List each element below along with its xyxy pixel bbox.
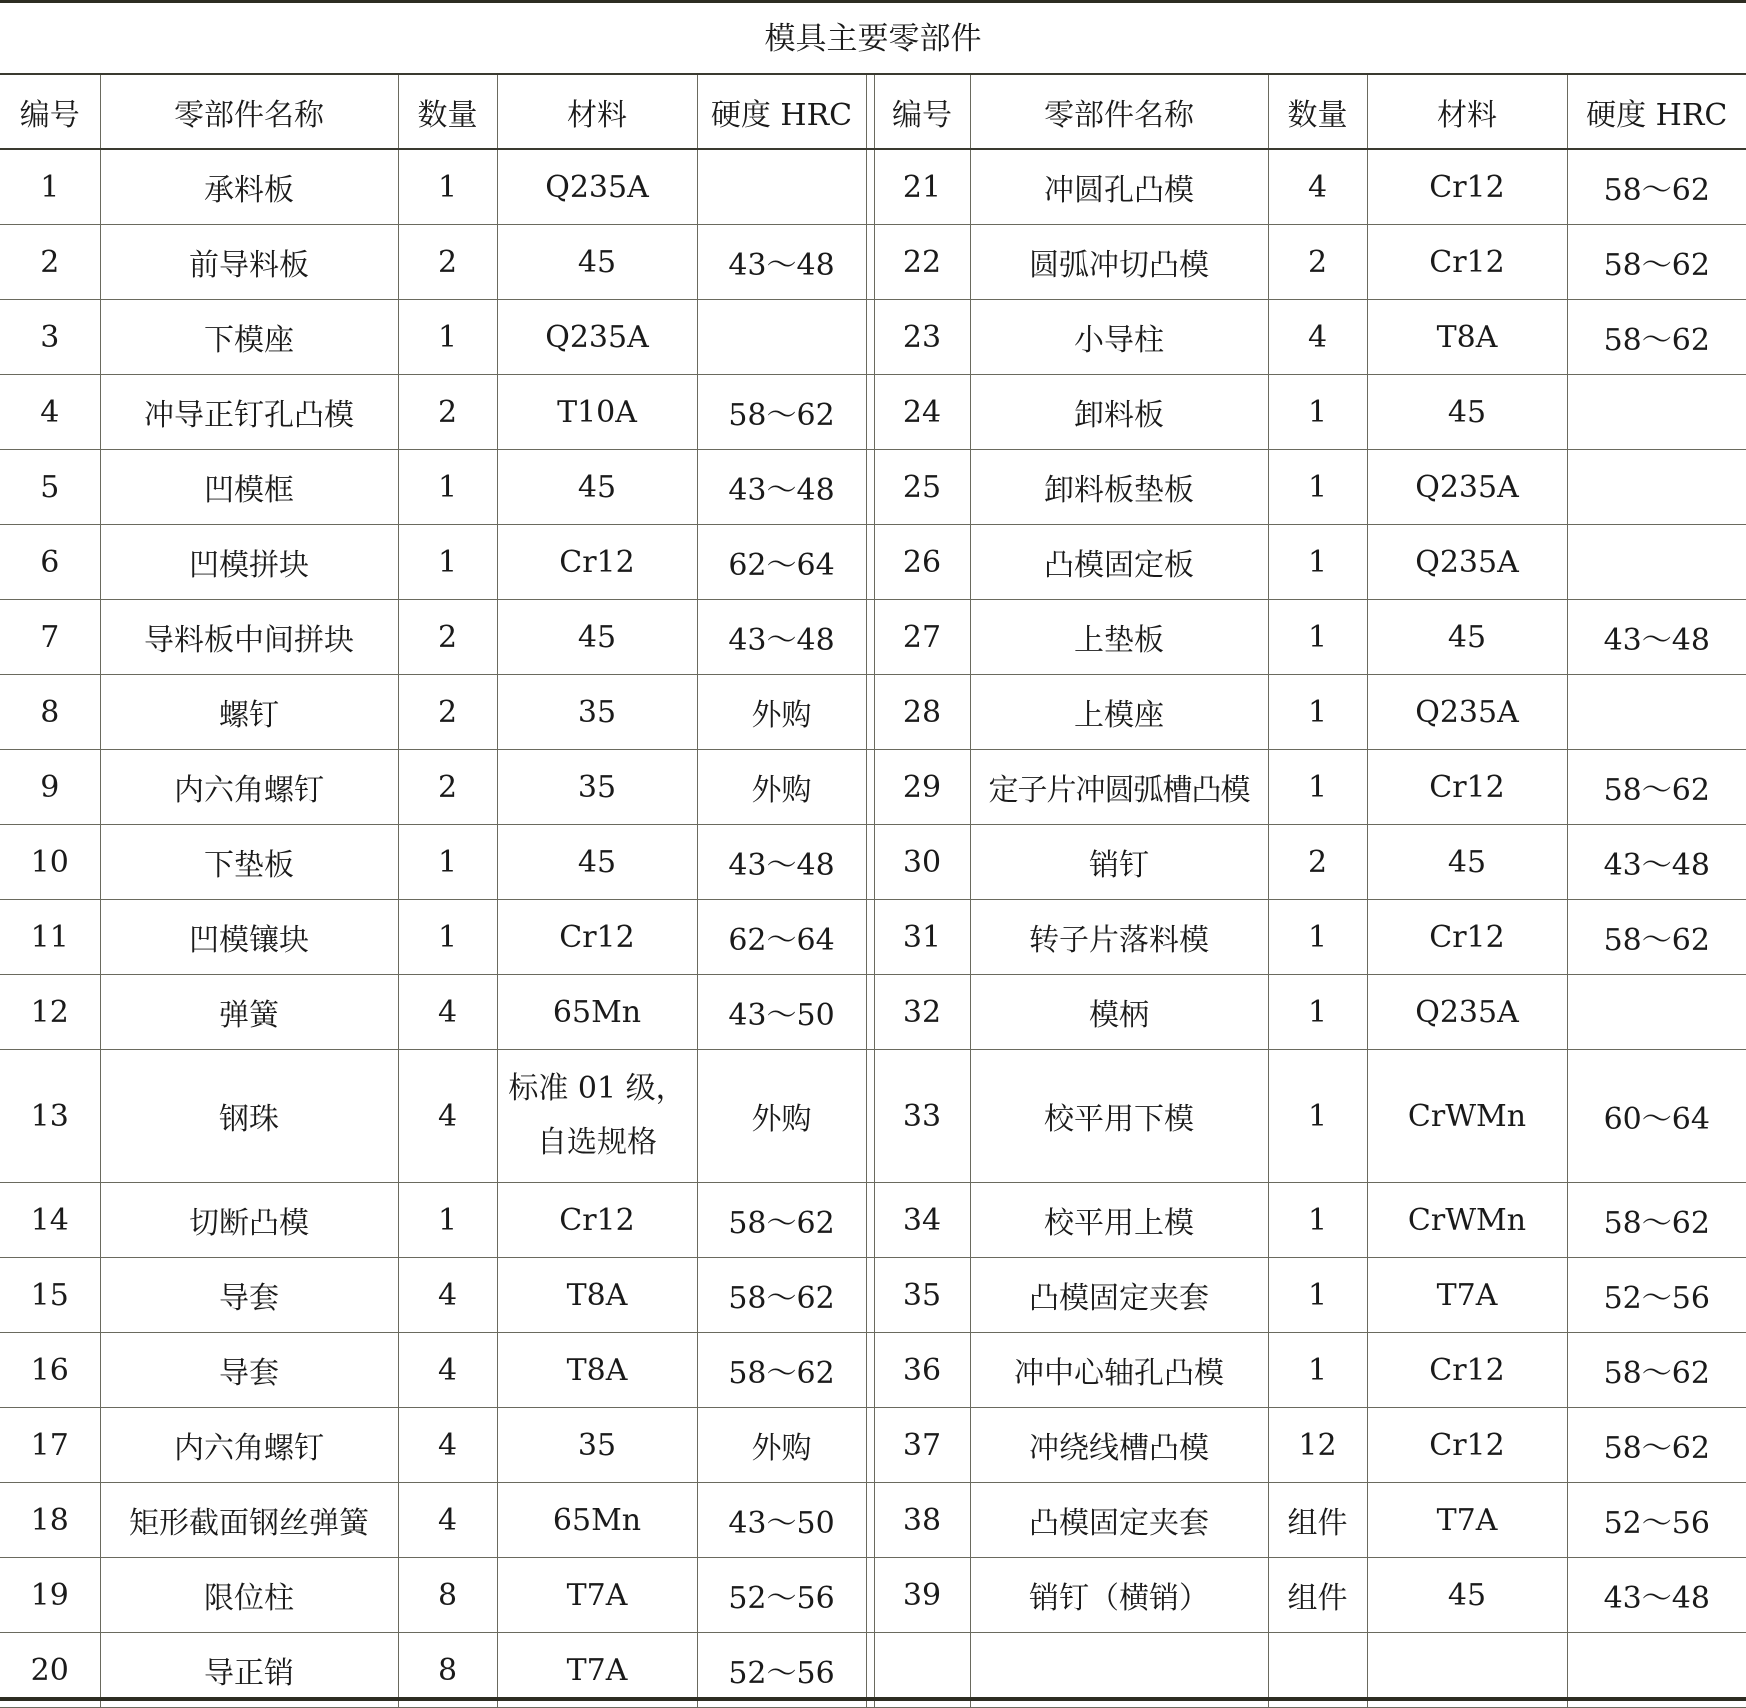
cell-material: Cr12 <box>1367 1408 1567 1483</box>
column-separator <box>866 1333 874 1408</box>
cell-material: 65Mn <box>497 1483 697 1558</box>
cell-no: 2 <box>0 225 100 300</box>
table-row <box>0 1558 1746 1633</box>
column-separator <box>866 600 874 675</box>
header-hardness: 硬度 HRC <box>697 75 866 149</box>
cell-name: 矩形截面钢丝弹簧 <box>100 1483 398 1558</box>
cell-qty: 1 <box>398 525 497 600</box>
table-row <box>0 975 1746 1050</box>
cell-no: 38 <box>874 1483 970 1558</box>
cell-hardness <box>697 300 866 375</box>
cell-qty: 1 <box>398 1183 497 1258</box>
cell-name: 承料板 <box>100 149 398 225</box>
cell-material: 35 <box>497 675 697 750</box>
cell-name: 凹模框 <box>100 450 398 525</box>
cell-hardness: 58～62 <box>697 1333 866 1408</box>
cell-qty: 8 <box>398 1558 497 1633</box>
header-row <box>0 75 1746 149</box>
cell-name: 下垫板 <box>100 825 398 900</box>
column-separator <box>866 149 874 225</box>
cell-hardness: 58～62 <box>1567 1183 1746 1258</box>
cell-hardness: 43～48 <box>1567 825 1746 900</box>
cell-no: 7 <box>0 600 100 675</box>
cell-material: Q235A <box>1367 450 1567 525</box>
cell-hardness: 58～62 <box>697 375 866 450</box>
cell-qty: 组件 <box>1268 1483 1367 1558</box>
cell-no: 9 <box>0 750 100 825</box>
column-separator <box>866 1408 874 1483</box>
cell-material: 45 <box>1367 825 1567 900</box>
cell-name: 冲导正钉孔凸模 <box>100 375 398 450</box>
cell-qty: 4 <box>1268 300 1367 375</box>
cell-name: 前导料板 <box>100 225 398 300</box>
cell-hardness: 43～50 <box>697 975 866 1050</box>
cell-no: 15 <box>0 1258 100 1333</box>
column-separator <box>866 975 874 1050</box>
cell-no: 37 <box>874 1408 970 1483</box>
cell-name: 下模座 <box>100 300 398 375</box>
cell-qty: 4 <box>398 1333 497 1408</box>
column-separator <box>866 300 874 375</box>
cell-material: 35 <box>497 1408 697 1483</box>
cell-qty: 1 <box>1268 600 1367 675</box>
cell-qty: 4 <box>1268 149 1367 225</box>
cell-material: Cr12 <box>497 1183 697 1258</box>
cell-material: CrWMn <box>1367 1050 1567 1183</box>
cell-name: 凸模固定夹套 <box>970 1258 1268 1333</box>
cell-no: 6 <box>0 525 100 600</box>
cell-name: 卸料板垫板 <box>970 450 1268 525</box>
cell-qty: 1 <box>1268 675 1367 750</box>
cell-material: T7A <box>1367 1258 1567 1333</box>
cell-hardness <box>1567 375 1746 450</box>
cell-material: T8A <box>1367 300 1567 375</box>
column-separator <box>866 75 874 149</box>
table-row <box>0 825 1746 900</box>
column-separator <box>866 450 874 525</box>
table-row <box>0 750 1746 825</box>
cell-name: 螺钉 <box>100 675 398 750</box>
cell-material: 标准 01 级，自选规格 <box>497 1050 697 1183</box>
cell-no: 8 <box>0 675 100 750</box>
cell-name: 转子片落料模 <box>970 900 1268 975</box>
cell-no: 35 <box>874 1258 970 1333</box>
cell-no: 5 <box>0 450 100 525</box>
table-row <box>0 525 1746 600</box>
cell-hardness <box>1567 450 1746 525</box>
cell-material: T8A <box>497 1258 697 1333</box>
cell-name: 上垫板 <box>970 600 1268 675</box>
cell-hardness: 60～64 <box>1567 1050 1746 1183</box>
cell-no: 1 <box>0 149 100 225</box>
cell-qty: 4 <box>398 1408 497 1483</box>
cell-material: 65Mn <box>497 975 697 1050</box>
cell-no: 22 <box>874 225 970 300</box>
table-row <box>0 300 1746 375</box>
cell-qty: 2 <box>398 375 497 450</box>
cell-material: 45 <box>1367 600 1567 675</box>
cell-hardness: 43～48 <box>1567 600 1746 675</box>
cell-hardness: 58～62 <box>697 1258 866 1333</box>
cell-hardness: 43～48 <box>697 450 866 525</box>
cell-qty: 4 <box>398 1483 497 1558</box>
cell-no: 19 <box>0 1558 100 1633</box>
cell-qty: 1 <box>1268 900 1367 975</box>
table-row <box>0 450 1746 525</box>
cell-qty: 1 <box>1268 375 1367 450</box>
header-no: 编号 <box>874 75 970 149</box>
cell-hardness: 58～62 <box>1567 300 1746 375</box>
cell-hardness: 43～48 <box>1567 1558 1746 1633</box>
column-separator <box>866 900 874 975</box>
cell-material: Cr12 <box>1367 149 1567 225</box>
cell-hardness: 52～56 <box>1567 1258 1746 1333</box>
cell-hardness: 外购 <box>697 1408 866 1483</box>
cell-no: 25 <box>874 450 970 525</box>
table-row <box>0 1333 1746 1408</box>
cell-hardness: 外购 <box>697 675 866 750</box>
cell-no: 12 <box>0 975 100 1050</box>
cell-name: 圆弧冲切凸模 <box>970 225 1268 300</box>
table-row <box>0 1183 1746 1258</box>
cell-qty: 4 <box>398 975 497 1050</box>
cell-no: 31 <box>874 900 970 975</box>
cell-qty: 1 <box>1268 1258 1367 1333</box>
table-row <box>0 1408 1746 1483</box>
cell-name: 销钉 <box>970 825 1268 900</box>
cell-name: 导套 <box>100 1333 398 1408</box>
cell-name: 冲绕线槽凸模 <box>970 1408 1268 1483</box>
table-row <box>0 1050 1746 1183</box>
cell-hardness: 外购 <box>697 750 866 825</box>
cell-name: 导正销 <box>100 1633 398 1708</box>
cell-hardness: 58～62 <box>1567 750 1746 825</box>
cell-material: T7A <box>1367 1483 1567 1558</box>
table-row <box>0 600 1746 675</box>
cell-material: CrWMn <box>1367 1183 1567 1258</box>
cell-hardness: 58～62 <box>1567 1408 1746 1483</box>
cell-qty: 4 <box>398 1258 497 1333</box>
cell-qty: 12 <box>1268 1408 1367 1483</box>
cell-name: 校平用下模 <box>970 1050 1268 1183</box>
cell-qty: 1 <box>1268 450 1367 525</box>
cell-name: 凸模固定夹套 <box>970 1483 1268 1558</box>
cell-no: 24 <box>874 375 970 450</box>
cell-name: 凸模固定板 <box>970 525 1268 600</box>
cell-no: 27 <box>874 600 970 675</box>
cell-name: 校平用上模 <box>970 1183 1268 1258</box>
cell-no: 36 <box>874 1333 970 1408</box>
cell-hardness: 62～64 <box>697 900 866 975</box>
table-row <box>0 1483 1746 1558</box>
cell-no: 18 <box>0 1483 100 1558</box>
cell-name: 内六角螺钉 <box>100 750 398 825</box>
cell-name: 钢珠 <box>100 1050 398 1183</box>
cell-hardness: 43～50 <box>697 1483 866 1558</box>
cell-qty: 1 <box>398 300 497 375</box>
header-qty: 数量 <box>398 75 497 149</box>
cell-qty: 1 <box>398 450 497 525</box>
cell-qty: 2 <box>398 600 497 675</box>
cell-name: 凹模拼块 <box>100 525 398 600</box>
cell-qty: 2 <box>1268 225 1367 300</box>
column-separator <box>866 750 874 825</box>
cell-hardness: 58～62 <box>1567 900 1746 975</box>
cell-name: 弹簧 <box>100 975 398 1050</box>
cell-name: 模柄 <box>970 975 1268 1050</box>
parts-table-body <box>0 149 1746 1708</box>
table-row <box>0 375 1746 450</box>
cell-hardness: 52～56 <box>697 1558 866 1633</box>
cell-hardness: 43～48 <box>697 225 866 300</box>
cell-no: 33 <box>874 1050 970 1183</box>
header-name: 零部件名称 <box>970 75 1268 149</box>
column-separator <box>866 1558 874 1633</box>
cell-hardness: 58～62 <box>697 1183 866 1258</box>
cell-qty: 1 <box>1268 750 1367 825</box>
cell-hardness <box>1567 975 1746 1050</box>
cell-qty: 2 <box>398 225 497 300</box>
cell-name: 切断凸模 <box>100 1183 398 1258</box>
cell-qty: 1 <box>1268 1183 1367 1258</box>
header-name: 零部件名称 <box>100 75 398 149</box>
cell-hardness: 52～56 <box>1567 1483 1746 1558</box>
cell-no: 16 <box>0 1333 100 1408</box>
header-no: 编号 <box>0 75 100 149</box>
cell-qty: 2 <box>398 750 497 825</box>
header-material: 材料 <box>1367 75 1567 149</box>
cell-qty: 2 <box>398 675 497 750</box>
cell-material: Q235A <box>1367 525 1567 600</box>
cell-material: 35 <box>497 750 697 825</box>
cell-no: 23 <box>874 300 970 375</box>
cell-name: 冲中心轴孔凸模 <box>970 1333 1268 1408</box>
column-separator <box>866 1050 874 1183</box>
cell-material: Q235A <box>497 300 697 375</box>
cell-qty: 2 <box>1268 825 1367 900</box>
cell-name: 销钉（横销） <box>970 1558 1268 1633</box>
cell-no: 21 <box>874 149 970 225</box>
cell-hardness: 外购 <box>697 1050 866 1183</box>
parts-table <box>0 75 1746 1708</box>
table-row <box>0 1258 1746 1333</box>
cell-material: 45 <box>1367 1558 1567 1633</box>
cell-hardness: 62～64 <box>697 525 866 600</box>
table-row <box>0 225 1746 300</box>
cell-qty: 8 <box>398 1633 497 1708</box>
column-separator <box>866 225 874 300</box>
bottom-rule <box>0 1697 1746 1701</box>
cell-material: Q235A <box>1367 675 1567 750</box>
header-qty: 数量 <box>1268 75 1367 149</box>
cell-no: 32 <box>874 975 970 1050</box>
cell-material: 45 <box>497 225 697 300</box>
table-row <box>0 149 1746 225</box>
column-separator <box>866 525 874 600</box>
cell-qty: 4 <box>398 1050 497 1183</box>
cell-qty: 1 <box>1268 975 1367 1050</box>
cell-no: 34 <box>874 1183 970 1258</box>
cell-name: 定子片冲圆弧槽凸模 <box>970 750 1268 825</box>
cell-material: 45 <box>497 825 697 900</box>
column-separator <box>866 375 874 450</box>
cell-name: 导套 <box>100 1258 398 1333</box>
cell-no: 10 <box>0 825 100 900</box>
cell-qty: 1 <box>1268 1050 1367 1183</box>
cell-no: 14 <box>0 1183 100 1258</box>
cell-no: 3 <box>0 300 100 375</box>
cell-hardness: 58～62 <box>1567 149 1746 225</box>
cell-no: 28 <box>874 675 970 750</box>
cell-material: T7A <box>497 1633 697 1708</box>
cell-hardness: 58～62 <box>1567 1333 1746 1408</box>
cell-qty: 1 <box>1268 1333 1367 1408</box>
header-material: 材料 <box>497 75 697 149</box>
cell-no: 26 <box>874 525 970 600</box>
table-row <box>0 675 1746 750</box>
cell-no: 29 <box>874 750 970 825</box>
cell-material: Q235A <box>1367 975 1567 1050</box>
cell-material: Cr12 <box>1367 900 1567 975</box>
cell-name: 卸料板 <box>970 375 1268 450</box>
cell-qty: 1 <box>398 900 497 975</box>
cell-qty: 1 <box>1268 525 1367 600</box>
cell-material: Cr12 <box>1367 225 1567 300</box>
cell-material: Cr12 <box>497 900 697 975</box>
cell-name: 冲圆孔凸模 <box>970 149 1268 225</box>
cell-name: 小导柱 <box>970 300 1268 375</box>
cell-hardness <box>1567 675 1746 750</box>
column-separator <box>866 1183 874 1258</box>
cell-no: 20 <box>0 1633 100 1708</box>
cell-material: T7A <box>497 1558 697 1633</box>
table-caption: 模具主要零部件 <box>0 3 1746 75</box>
column-separator <box>866 1258 874 1333</box>
cell-no: 30 <box>874 825 970 900</box>
cell-material: Cr12 <box>1367 1333 1567 1408</box>
cell-material: Q235A <box>497 149 697 225</box>
cell-no: 39 <box>874 1558 970 1633</box>
cell-material: T8A <box>497 1333 697 1408</box>
cell-hardness: 43～48 <box>697 825 866 900</box>
cell-material: 45 <box>497 450 697 525</box>
column-separator <box>866 825 874 900</box>
cell-qty: 1 <box>398 149 497 225</box>
header-hardness: 硬度 HRC <box>1567 75 1746 149</box>
cell-name: 限位柱 <box>100 1558 398 1633</box>
cell-hardness: 58～62 <box>1567 225 1746 300</box>
cell-no: 4 <box>0 375 100 450</box>
cell-hardness <box>697 149 866 225</box>
cell-material: Cr12 <box>497 525 697 600</box>
cell-no: 17 <box>0 1408 100 1483</box>
table-row <box>0 900 1746 975</box>
column-separator <box>866 675 874 750</box>
cell-name: 上模座 <box>970 675 1268 750</box>
cell-name: 导料板中间拼块 <box>100 600 398 675</box>
cell-hardness <box>1567 525 1746 600</box>
column-separator <box>866 1483 874 1558</box>
cell-name: 内六角螺钉 <box>100 1408 398 1483</box>
cell-material: 45 <box>497 600 697 675</box>
cell-name: 凹模镶块 <box>100 900 398 975</box>
cell-hardness: 43～48 <box>697 600 866 675</box>
cell-qty: 组件 <box>1268 1558 1367 1633</box>
cell-no: 13 <box>0 1050 100 1183</box>
cell-qty: 1 <box>398 825 497 900</box>
cell-material: Cr12 <box>1367 750 1567 825</box>
cell-no: 11 <box>0 900 100 975</box>
cell-material: T10A <box>497 375 697 450</box>
cell-material: 45 <box>1367 375 1567 450</box>
cell-hardness: 52～56 <box>697 1633 866 1708</box>
